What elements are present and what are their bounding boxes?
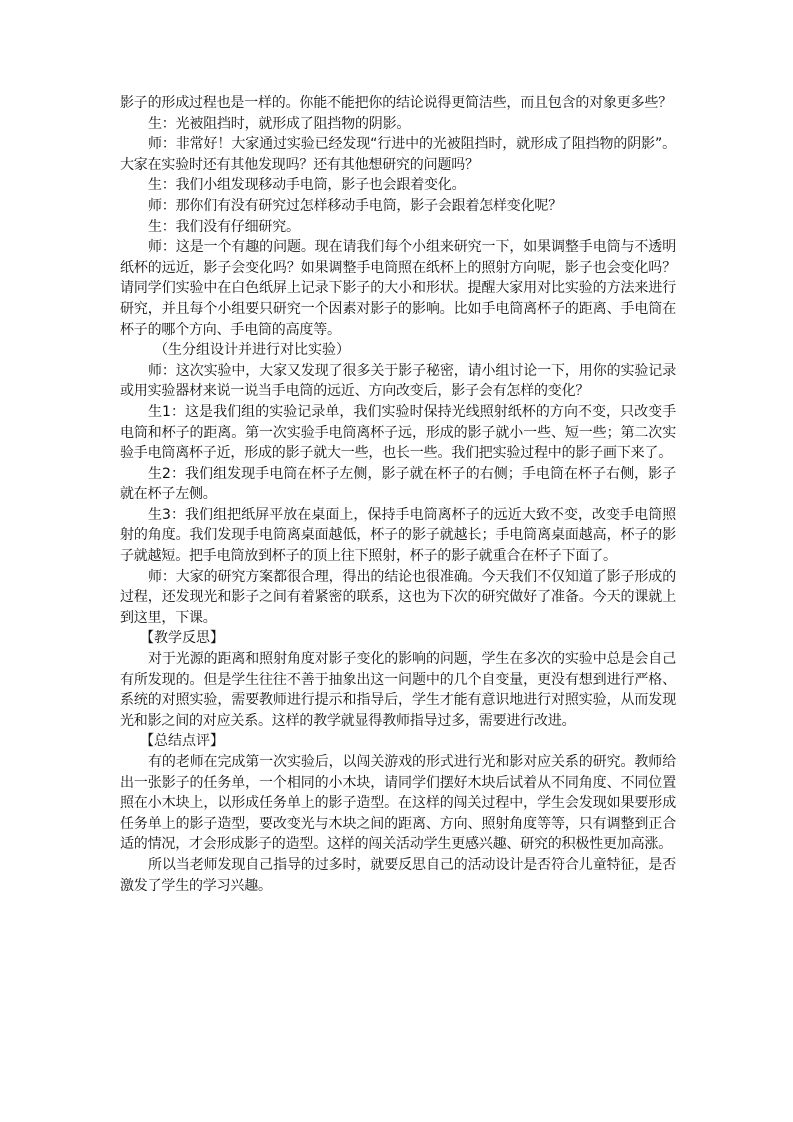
section-heading-summary: 【总结点评】	[140, 733, 224, 750]
paragraph: 师：那你们有没有研究过怎样移动手电筒，影子会跟着怎样变化呢？	[148, 197, 562, 214]
paragraph: 师：这次实验中，大家又发现了很多关于影子秘密，请小组讨论一下，用你的实验记录或用实验器材来说一说当手电筒的远近、方向改变后，影子会有怎样的变化？	[120, 362, 676, 400]
section-heading-reflection: 【教学反思】	[140, 630, 224, 647]
paragraph: 所以当老师发现自己指导的过多时，就要反思自己的活动设计是否符合儿童特征，是否激发了学生的学习兴趣。	[120, 856, 676, 894]
paragraph: 师：大家的研究方案都很合理，得出的结论也很准确。今天我们不仅知道了影子形成的过程，还发现光和影子之间有着紧密的联系，这也为下次的研究做好了准备。今天的课就上到这里，下课。	[120, 568, 676, 626]
paragraph: 对于光源的距离和照射角度对影子变化的影响的问题，学生在多次的实验中总是会自己有所发现的。但是学生往往不善于抽象出这一问题中的几个自变量，更没有想到进行严格、系统的对照实验，需要教师进行提示和指导后，学生才能有意识地进行对照实验，从而发现光和影之间的对应关系。这样的教学就显得教师指导过多，需要进行改进。	[120, 651, 676, 729]
paragraph: 生3：我们组把纸屏平放在桌面上，保持手电筒离杯子的远近大致不变，改变手电筒照射的角度。我们发现手电筒离桌面越低，杯子的影子就越长；手电筒离桌面越高，杯子的影子就越短。把手电筒放到杯子的顶上往下照射，杯子的影子就重合在杯子下面了。	[120, 506, 676, 565]
paragraph: 有的老师在完成第一次实验后，以闯关游戏的形式进行光和影对应关系的研究。教师给出一张影子的任务单，一个相同的小木块，请同学们摆好木块后试着从不同角度、不同位置照在小木块上，以形成任务单上的影子造型。在这样的闯关过程中，学生会发现如果要形成任务单上的影子造型，要改变光与木块之间的距离、方向、照射角度等等，只有调整到正合适的情况，才会形成影子的造型。这样的闯关活动学生更感兴趣、研究的积极性更加高涨。	[120, 754, 676, 853]
paragraph: 师：这是一个有趣的问题。现在请我们每个小组来研究一下，如果调整手电筒与不透明纸杯的远近，影子会变化吗？如果调整手电筒照在纸杯上的照射方向呢，影子也会变化吗？请同学们实验中在白色纸屏上记录下影子的大小和形状。提醒大家用对比实验的方法来进行研究，并且每个小组要只研究一个因素对影子的影响。比如手电筒离杯子的距离、手电筒在杯子的哪个方向、手电筒的高度等。	[120, 239, 676, 338]
paragraph: 影子的形成过程也是一样的。你能不能把你的结论说得更简洁些，而且包含的对象更多些？	[120, 95, 672, 111]
paragraph: 生2：我们组发现手电筒在杯子左侧，影子就在杯子的右侧；手电筒在杯子右侧，影子就在杯子左侧。	[120, 465, 676, 503]
paragraph: 师：非常好！大家通过实验已经发现“行进中的光被阻挡时，就形成了阻挡物的阴影”。大家在实验时还有其他发现吗？还有其他想研究的问题吗？	[120, 136, 676, 173]
paragraph: 生：我们小组发现移动手电筒，影子也会跟着变化。	[148, 177, 466, 194]
paragraph: 生1：这是我们组的实验记录单，我们实验时保持光线照射纸杯的方向不变，只改变手电筒和杯子的距离。第一次实验手电筒离杯子远，形成的影子就小一些、短一些；第二次实验手电筒离杯子近，形成的影子就大一些，也长一些。我们把实验过程中的影子画下来了。	[120, 403, 676, 462]
paragraph: 生：我们没有仔细研究。	[148, 218, 300, 235]
stage-direction: （生分组设计并进行对比实验）	[154, 342, 350, 359]
paragraph: 生：光被阻挡时，就形成了阻挡物的阴影。	[148, 115, 411, 132]
document-body	[120, 93, 676, 896]
